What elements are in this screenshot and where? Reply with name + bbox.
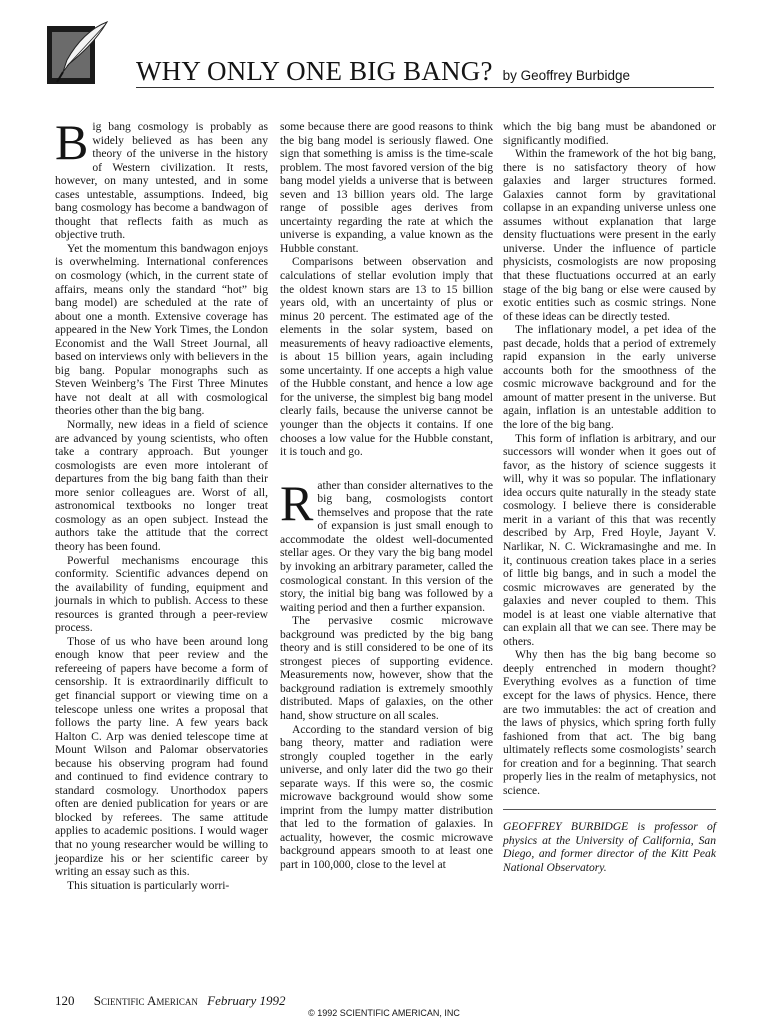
paragraph: This situation is particularly worri- (67, 878, 230, 892)
paragraph: which the big bang must be abandoned or significantly modified. (503, 120, 716, 147)
issue-date: February 1992 (207, 993, 286, 1008)
paragraph: Big bang cosmology is probably as widely believed as has been any theory of the universe in the history of Western civilization. It rests, however, on many untested, and in some cases untestable, assumptions. Indeed, big bang cosmology has become a bandwagon of thought that reflects faith as much as objective truth. (55, 114, 268, 242)
author-bio: GEOFFREY BURBIDGE is professor of physics at the University of California, San Diego, and former director of the Kitt Peak National Observatory. (503, 820, 716, 874)
copyright-notice: © 1992 SCIENTIFIC AMERICAN, INC (308, 1008, 460, 1018)
drop-cap: R (280, 474, 314, 531)
paragraph: Why then has the big bang become so deeply entrenched in modern thought? Everything evolves as a function of time except for the laws of physics. Hence, there are two immutables: the act of creation and the laws of physics, which spring forth fully fashioned from that act. The big bang ultimately reflects some cosmologists’ search for creation and for a beginning. That search properly lies in the realm of metaphysics, not science. (503, 648, 716, 797)
bio-divider (503, 809, 716, 810)
magazine-name: Scientific American (93, 993, 198, 1008)
article-byline: by Geoffrey Burbidge (502, 68, 630, 83)
paragraph: Yet the momentum this bandwagon enjoys is overwhelming. International conferences on cosmology (which, in the current state of affairs, means only the standard “hot” big bang model) are scheduled at the rate of about one a month. Extensive coverage has appeared in the New York Times, the London Economist and the Wall Street Journal, all based on interviews only with believers in the big bang. Popular monographs such as Steven Weinberg’s The First Three Minutes have not dealt at all with cosmological theories other than the big bang. (55, 241, 268, 418)
column-2 (280, 120, 493, 872)
paragraph: Rather than consider alternatives to the big bang, cosmologists contort themselves and propose that the rate of expansion is just small enough to accommodate the oldest well-documented stellar ages. Or they vary the big bang model by invoking an arbitrary parameter, called the cosmological constant. In this version of the story, the initial big bang was followed by a waiting period and then a further expansion. (280, 474, 493, 614)
paragraph: Powerful mechanisms encourage this conformity. Scientific advances depend on the availability of funding, equipment and journals in which to publish. Access to these resources is granted through a peer-review process. (55, 553, 268, 635)
paragraph: The pervasive cosmic microwave background was predicted by the big bang theory and is still considered to be one of its strongest pieces of supporting evidence. Measurements now, however, show that the background radiation is extremely smoothly distributed. Maps of galaxies, on the other hand, show structure on all scales. (280, 614, 493, 722)
page-number: 120 (55, 993, 75, 1008)
paragraph: The inflationary model, a pet idea of the past decade, holds that a period of extremely rapid expansion in the early universe accounts both for the smoothness of the cosmic microwave background and for the amount of matter present in the universe. But again, inflation is an untestable addition to the lore of the big bang. (503, 323, 716, 432)
paragraph: This form of inflation is arbitrary, and our successors will wonder when it goes out of favor, as the history of science suggests it will, why it was so popular. The inflationary idea occurs quite naturally in the steady state cosmology. I believe there is considerable merit in a variant of this that was recently described by Arp, Fred Hoyle, Jayant V. Narlikar, N. C. Wickramasinghe and me. In it, continuous creation takes place in a series of little big bangs, and in such a model the cosmic microwaves are generated by the galaxies and never coupled to them. This model is at least one viable alternative that can explain all that we can see. There may be others. (503, 431, 716, 648)
quill-pen-icon (47, 20, 109, 84)
paragraph: Normally, new ideas in a field of science are advanced by young scientists, who often take a contrary approach. But younger cosmologists are even more intolerant of departures from the big bang faith than their more senior colleagues are. Worst of all, astronomical textbooks no longer treat cosmology as an open subject. Instead the authors take the attitude that the correct theory has been found. (55, 418, 268, 553)
column-1 (55, 114, 268, 892)
paragraph: Within the framework of the hot big bang, there is no satisfactory theory of how galaxies and larger structures formed. Galaxies cannot form by gravitational collapse in an expanding universe unless one assumes without explanation that large density fluctuations were present in the early universe. Under the influence of particle physicists, cosmologists are now proposing that these fluctuations occurred at an early stage of the big bang or else were caused by exotic entities such as cosmic strings. None of these ideas can be directly tested. (503, 147, 716, 323)
drop-cap: B (55, 114, 89, 170)
paragraph: some because there are good reasons to think the big bang model is seriously flawed. One sign that something is amiss is the time-scale problem. The most favored version of the big bang model yields a universe that is between seven and 13 billion years old. The large range of possible ages derives from uncertainty regarding the rate at which the universe is expanding, a value known as the Hubble constant. (280, 120, 493, 255)
article-header (136, 56, 630, 87)
page-footer (55, 993, 286, 1009)
paragraph: Comparisons between observation and calculations of stellar evolution imply that the oldest known stars are 13 to 15 billion years old, with an uncertainty of plus or minus 20 percent. The estimated age of the elements in the solar system, based on measurements of heavy radioactive elements, is about 15 billion years, again including some uncertainty. If one accepts a high value of the Hubble constant, and hence a low age for the universe, the simplest big bang model clearly fails, because the universe cannot be younger than the objects it contains. If one chooses a low value for the Hubble constant, it is touch and go. (280, 255, 493, 459)
column-3 (503, 120, 716, 875)
paragraph: According to the standard version of big bang theory, matter and radiation were strongly coupled together in the early universe, and only later did the two go their separate ways. If this were so, the cosmic microwave background would show some imprint from the lumpy matter distribution that led to the formation of galaxies. In actuality, however, the cosmic microwave background appears smooth to at least one part in 100,000, close to the level at (280, 722, 493, 871)
paragraph: Those of us who have been around long enough know that peer review and the refereeing of papers have become a form of censorship. It is extraordinarily difficult to get financial support or viewing time on a telescope unless one writes a proposal that follows the party line. A few years back Halton C. Arp was denied telescope time at Mount Wilson and Palomar observatories because his observing program had found and continued to find evidence contrary to standard cosmology. Unorthodox papers often are denied publication for years or are blocked by referees. The same attitude applies to academic positions. I would wager that no young researcher would be willing to jeopardize his or her scientific career by writing an essay such as this. (55, 634, 268, 879)
title-rule (136, 87, 714, 88)
article-title: WHY ONLY ONE BIG BANG? (136, 56, 493, 86)
